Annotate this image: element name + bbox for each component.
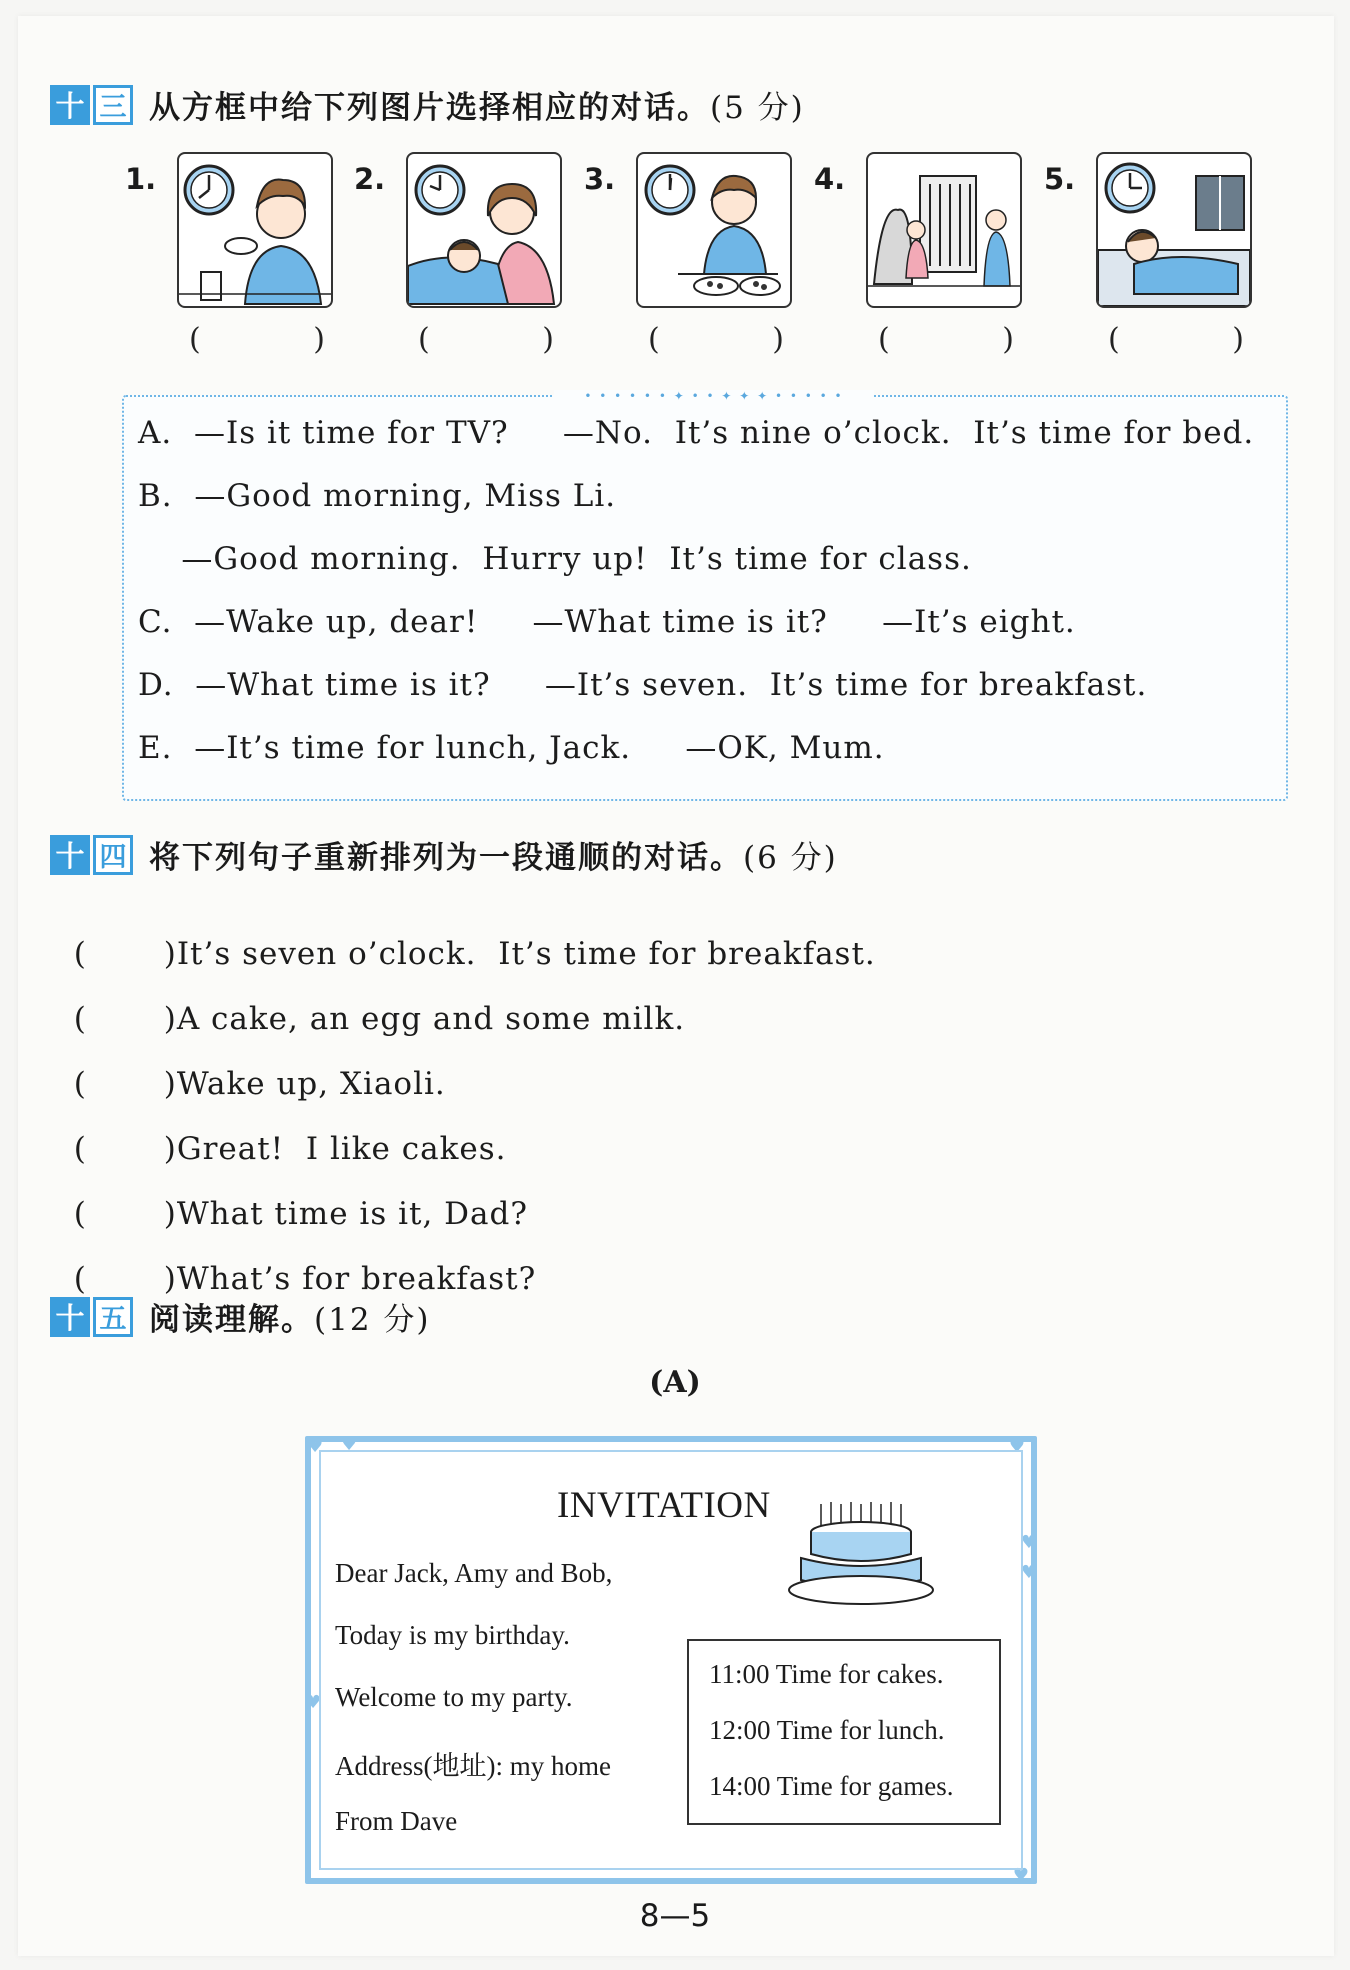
heart-icon: ♥: [305, 1692, 322, 1713]
schedule-box: [687, 1639, 1001, 1825]
invitation-address: Address(地址): my home: [335, 1751, 611, 1781]
section-13-title: 从方框中给下列图片选择相应的对话。(5 分): [149, 90, 805, 126]
heart-icon: ♥: [1012, 1865, 1029, 1886]
schedule-item-3: 14:00 Time for games.: [709, 1771, 954, 1801]
birthday-cake-icon: [787, 1492, 937, 1612]
reorder-sentence-6[interactable]: ( )What’s for breakfast?: [73, 1261, 537, 1297]
schedule-item-2: 12:00 Time for lunch.: [709, 1715, 945, 1745]
heart-icon: ♥: [1008, 1436, 1025, 1457]
section-14-heading: [50, 832, 838, 877]
answer-blank-1[interactable]: ( ): [189, 322, 325, 357]
schedule-item-1: 11:00 Time for cakes.: [709, 1659, 944, 1689]
reorder-sentence-4[interactable]: ( )Great! I like cakes.: [73, 1131, 507, 1167]
clock-boy-lunch-icon: [636, 152, 792, 308]
reorder-sentence-5[interactable]: ( )What time is it, Dad?: [73, 1196, 528, 1232]
dialogue-e: E. —It’s time for lunch, Jack. —OK, Mum.: [138, 730, 885, 766]
section-14-badge: 十 四: [50, 835, 133, 875]
dialogue-b-line-2: —Good morning. Hurry up! It’s time for class.: [138, 541, 972, 577]
heart-icon: ♥: [1020, 1532, 1037, 1553]
invitation-sign: From Dave: [335, 1806, 458, 1836]
clock-boy-in-bed-icon: [1096, 152, 1252, 308]
invitation-line-1: Today is my birthday.: [335, 1620, 570, 1650]
section-14-title: 将下列句子重新排列为一段通顺的对话。(6 分): [149, 840, 838, 876]
heart-icon: ♥: [1020, 1562, 1037, 1583]
answer-blank-2[interactable]: ( ): [418, 322, 554, 357]
reorder-sentence-1[interactable]: ( )It’s seven o’clock. It’s time for breakfast.: [73, 936, 876, 972]
dialogue-d: D. —What time is it? —It’s seven. It’s time for breakfast.: [138, 667, 1148, 703]
dialogue-options-box: [122, 389, 1288, 801]
dialogue-a: A. —Is it time for TV? —No. It’s nine o’clock. It’s time for bed.: [138, 415, 1255, 451]
section-15-badge: 十 五: [50, 1297, 133, 1337]
invitation-line-2: Welcome to my party.: [335, 1682, 573, 1712]
invitation-card: [305, 1436, 1037, 1884]
section-15-heading: [50, 1294, 431, 1339]
school-gate-teacher-icon: [866, 152, 1022, 308]
dialogue-c: C. —Wake up, dear! —What time is it? —It’s eight.: [138, 604, 1076, 640]
section-15-title: 阅读理解。(12 分): [149, 1302, 431, 1338]
part-a-label: (A): [649, 1365, 701, 1400]
dialogue-b-line-1: B. —Good morning, Miss Li.: [138, 478, 617, 514]
invitation-greeting: Dear Jack, Amy and Bob,: [335, 1558, 613, 1588]
answer-blank-3[interactable]: ( ): [648, 322, 784, 357]
reorder-sentence-2[interactable]: ( )A cake, an egg and some milk.: [73, 1001, 686, 1037]
answer-blank-4[interactable]: ( ): [878, 322, 1014, 357]
reorder-sentence-3[interactable]: ( )Wake up, Xiaoli.: [73, 1066, 446, 1102]
clock-mother-sleeping-child-icon: [406, 152, 562, 308]
section-13-heading: [50, 82, 805, 127]
invitation-title: INVITATION: [557, 1485, 771, 1526]
heart-icon: ♥: [341, 1434, 358, 1455]
page-number: 8—5: [639, 1898, 711, 1934]
heart-icon: ♥: [307, 1436, 324, 1457]
dotted-ornament-icon: • • • • • • ✦ • • ✦ ✦ ✦ • • • • •: [554, 390, 874, 402]
section-13-badge: 十 三: [50, 85, 133, 125]
clock-boy-eating-icon: [177, 152, 333, 308]
answer-blank-5[interactable]: ( ): [1108, 322, 1244, 357]
